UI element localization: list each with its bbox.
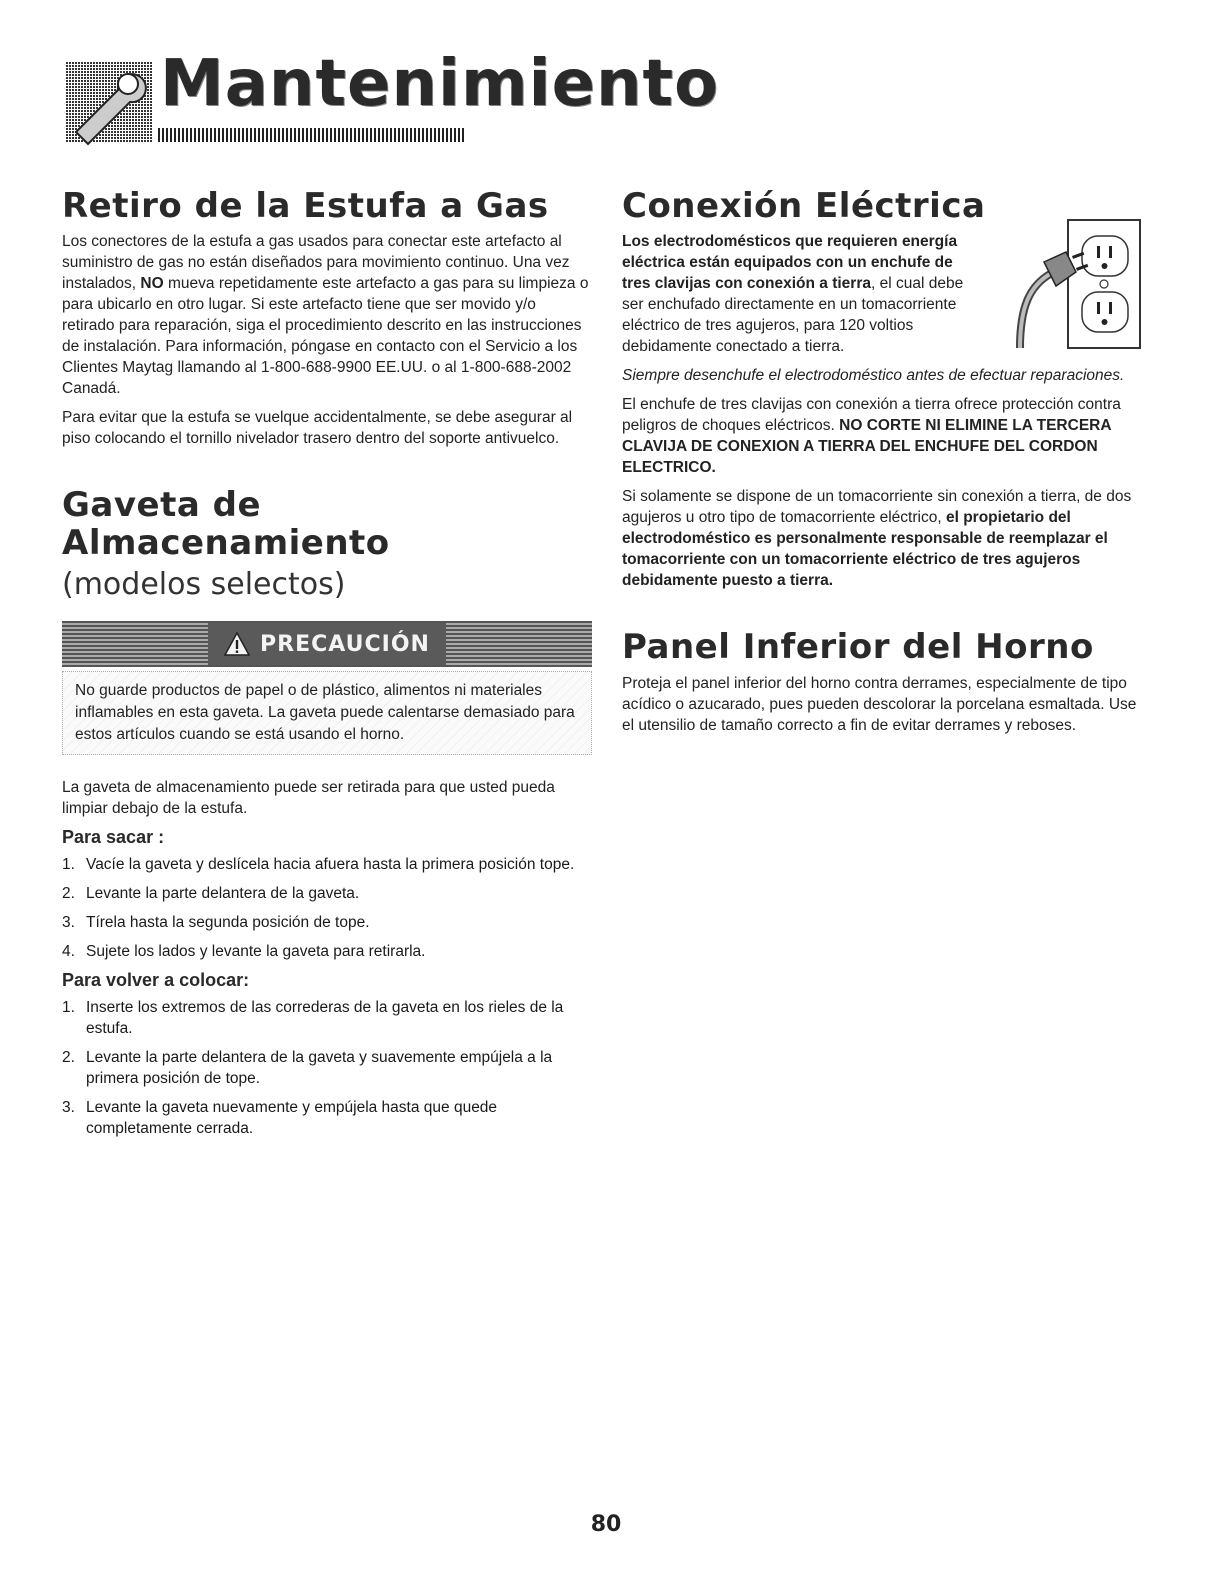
page-title: Mantenimiento xyxy=(160,47,720,121)
left-column xyxy=(62,188,592,1147)
caution-text: No guarde productos de papel o de plástico, alimentos ni materiales inflamables en esta gaveta. La gaveta puede calentarse demasiado para estos artículos cuando se está usando el horno. xyxy=(62,671,592,755)
right-column xyxy=(622,188,1152,744)
gaveta-subtitle: (modelos selectos) xyxy=(62,567,346,603)
list-item: 4. Sujete los lados y levante la gaveta para retirarla. xyxy=(62,943,426,961)
colocar-heading: Para volver a colocar: xyxy=(62,970,250,991)
warning-icon xyxy=(224,632,250,656)
list-item: 1. Inserte los extremos de las correderas de la gaveta en los rieles de la estufa. xyxy=(62,999,564,1038)
plug-outlet-icon xyxy=(1000,216,1146,352)
gaveta-heading: Gaveta de Almacenamiento xyxy=(62,485,390,563)
wrench-icon xyxy=(66,62,152,148)
conexion-heading: Conexión Eléctrica xyxy=(622,186,986,226)
list-item: 3. Tírela hasta la segunda posición de tope. xyxy=(62,914,370,932)
panel-paragraph: Proteja el panel inferior del horno contra derrames, especialmente de tipo acídico o azucarado, pues pueden descolorar la porcelana esmaltada. Use el utensilio de tamaño correcto a fin de evitar derrames y reboses. xyxy=(622,674,1137,734)
caution-label: PRECAUCIÓN xyxy=(260,631,430,657)
list-item: 1. Vacíe la gaveta y deslícela hacia afuera hasta la primera posición tope. xyxy=(62,856,575,874)
sacar-steps xyxy=(62,854,592,962)
sacar-heading: Para sacar : xyxy=(62,827,165,848)
conexion-paragraph-3: El enchufe de tres clavijas con conexión a tierra ofrece protección contra peligros de choques eléctricos. NO CORTE NI ELIMINE LA TERCERA CLAVIJA DE CONEXION A TIERRA DEL ENCHUFE DEL CORDON ELECTRICO. xyxy=(622,396,1121,477)
panel-heading: Panel Inferior del Horno xyxy=(622,627,1094,668)
colocar-steps xyxy=(62,997,592,1139)
retiro-heading: Retiro de la Estufa a Gas xyxy=(62,186,549,226)
conexion-paragraph-4: Si solamente se dispone de un tomacorriente sin conexión a tierra, de dos agujeros u otro tipo de tomacorriente eléctrico, el propietario del electrodoméstico es personalmente responsable de reemplazar el tomacorriente con un tomacorriente eléctrico de tres agujeros debidamente puesto a tierra. xyxy=(622,488,1132,590)
title-underline xyxy=(158,128,464,142)
list-item: 3. Levante la gaveta nuevamente y empújela hasta que quede completamente cerrada. xyxy=(62,1099,498,1138)
list-item: 2. Levante la parte delantera de la gaveta y suavemente empújela a la primera posición de tope. xyxy=(62,1049,553,1088)
conexion-paragraph-1: Los electrodomésticos que requieren energía eléctrica están equipados con un enchufe de tres clavijas con conexión a tierra, el cual debe ser enchufado directamente en un tomacorriente eléctrico de tres agujeros, para 120 voltios debidamente conectado a tierra. xyxy=(622,233,964,356)
list-item: 2. Levante la parte delantera de la gaveta. xyxy=(62,885,360,903)
page-number: 80 xyxy=(590,1512,622,1537)
retiro-paragraph-2: Para evitar que la estufa se vuelque accidentalmente, se debe asegurar al piso colocando el tornillo nivelador trasero dentro del soporte antivuelco. xyxy=(62,409,573,448)
retiro-paragraph-1: Los conectores de la estufa a gas usados para conectar este artefacto al suministro de gas no están diseñados para movimiento continuo. Una vez instalados, NO mueva repetidamente este artefacto a gas para su limpieza o para ubicarlo en otro lugar. Si este artefacto tiene que ser movido y/o retirado para reparación, siga el procedimiento descrito en las instrucciones de instalación. Para información, póngase en contacto con el Servicio a los Clientes Maytag llamando al 1-800-688-9900 EE.UU. o al 1-800-688-2002 Canadá. xyxy=(62,233,589,398)
caution-banner xyxy=(62,621,592,667)
gaveta-intro: La gaveta de almacenamiento puede ser retirada para que usted pueda limpiar debajo de la estufa. xyxy=(62,779,555,818)
conexion-warning-italic: Siempre desenchufe el electrodoméstico antes de efectuar reparaciones. xyxy=(622,367,1125,385)
